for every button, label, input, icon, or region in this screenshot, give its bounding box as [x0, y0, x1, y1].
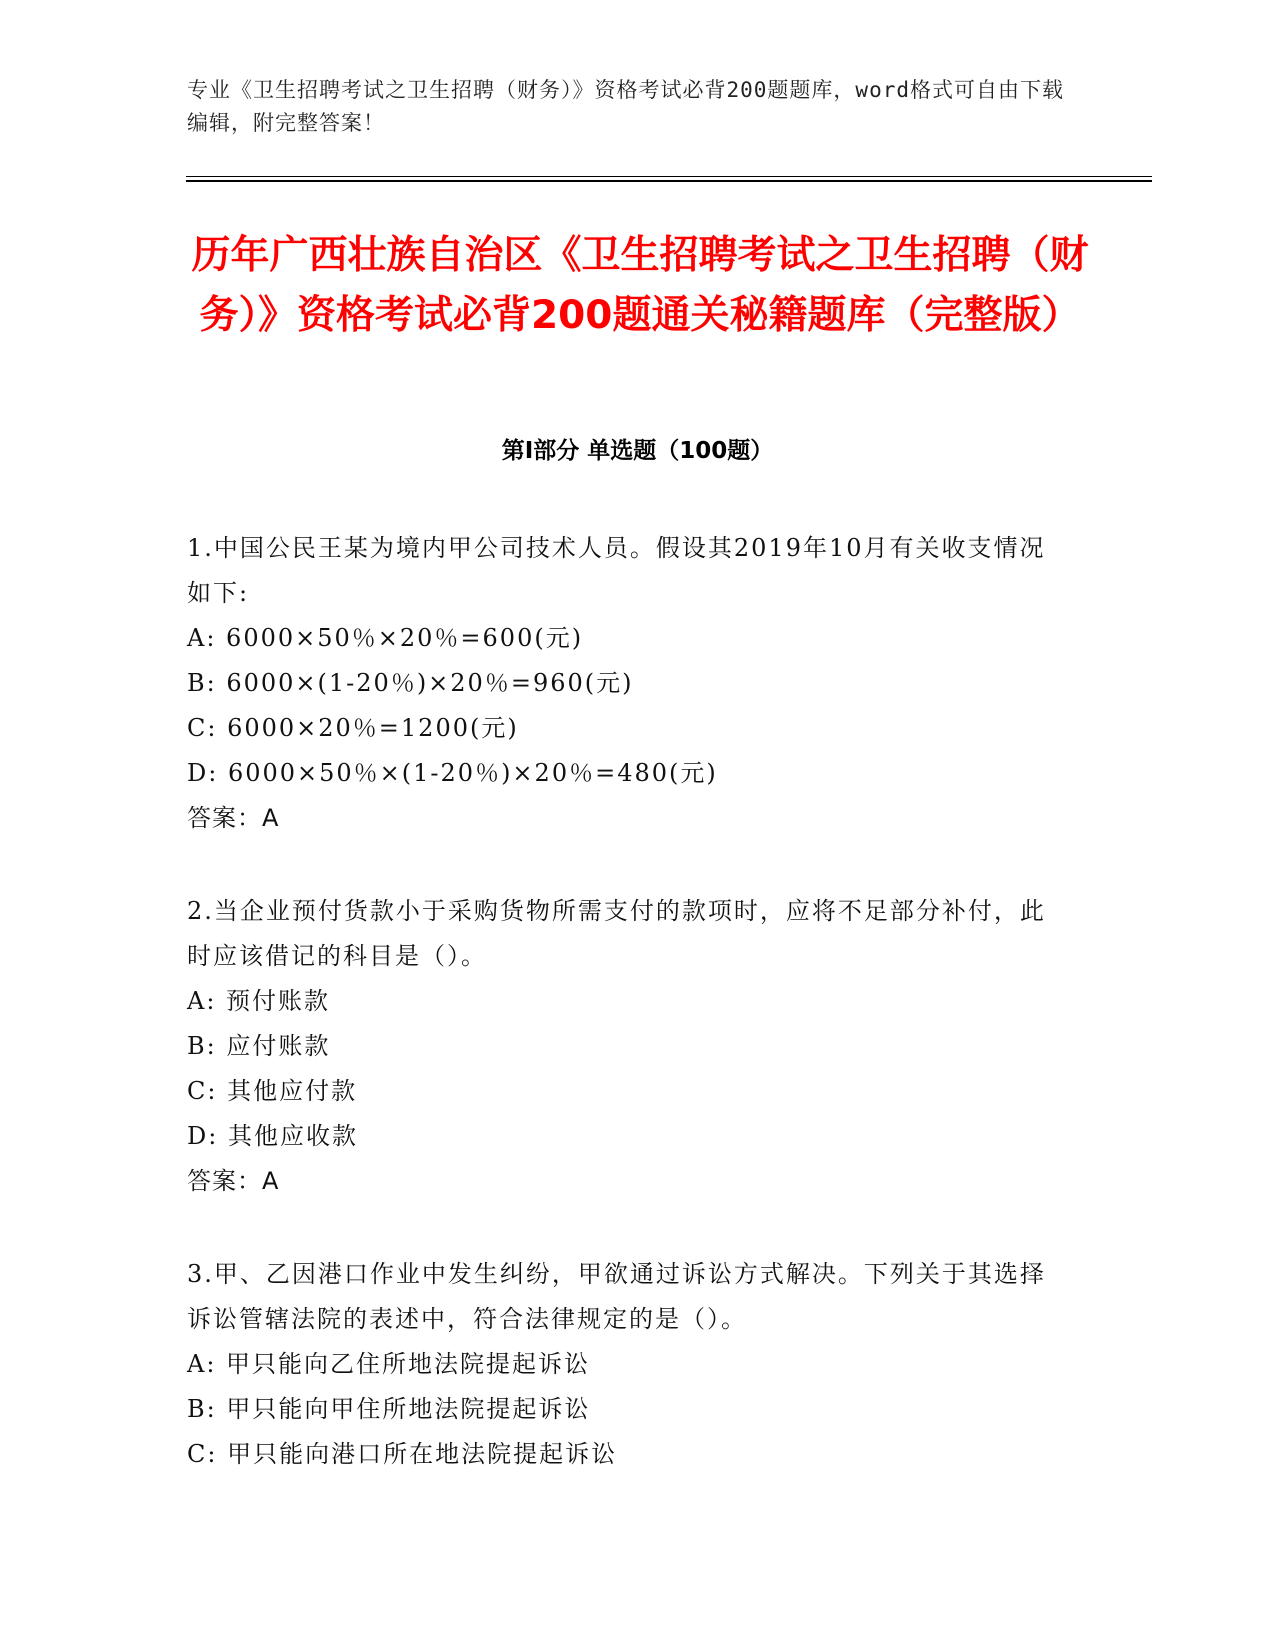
- header-divider-thin: [186, 176, 1152, 177]
- option-b: B: 甲只能向甲住所地法院提起诉讼: [187, 1395, 591, 1423]
- option-a: A: 预付账款: [187, 987, 331, 1015]
- option-a: A: 6000×50％×20％=600(元): [187, 624, 584, 652]
- option-d: D: 6000×50％×(1-20％)×20％=480(元): [187, 759, 718, 787]
- answer-line: 答案：A: [187, 1167, 280, 1195]
- question-1: [187, 526, 1067, 841]
- header-divider-thick: [186, 180, 1152, 182]
- question-stem: 2.当企业预付货款小于采购货物所需支付的款项时，应将不足部分补付，此时应该借记的科目是（）。: [187, 897, 1046, 970]
- document-title: 历年广西壮族自治区《卫生招聘考试之卫生招聘（财务）》资格考试必背200题通关秘籍题库（完整版）: [191, 233, 1089, 338]
- option-b: B: 应付账款: [187, 1032, 331, 1060]
- section-heading: 第I部分 单选题（100题）: [501, 438, 774, 464]
- answer-line: 答案：A: [187, 804, 280, 832]
- question-3: [187, 1252, 1067, 1477]
- option-c: C: 其他应付款: [187, 1077, 358, 1105]
- question-2: [187, 889, 1067, 1204]
- question-list: [187, 526, 1067, 1525]
- question-stem: 3.甲、乙因港口作业中发生纠纷，甲欲通过诉讼方式解决。下列关于其选择诉讼管辖法院的表述中，符合法律规定的是（）。: [187, 1260, 1046, 1333]
- option-c: C: 6000×20％=1200(元): [187, 714, 519, 742]
- option-c: C: 甲只能向港口所在地法院提起诉讼: [187, 1440, 618, 1468]
- option-a: A: 甲只能向乙住所地法院提起诉讼: [187, 1350, 591, 1378]
- option-b: B: 6000×(1-20％)×20％=960(元): [187, 669, 634, 697]
- header-note: 专业《卫生招聘考试之卫生招聘（财务）》资格考试必背200题题库，word格式可自由下载编辑，附完整答案！: [187, 78, 1064, 135]
- option-d: D: 其他应收款: [187, 1122, 358, 1150]
- question-stem: 1.中国公民王某为境内甲公司技术人员。假设其2019年10月有关收支情况如下:: [187, 534, 1046, 607]
